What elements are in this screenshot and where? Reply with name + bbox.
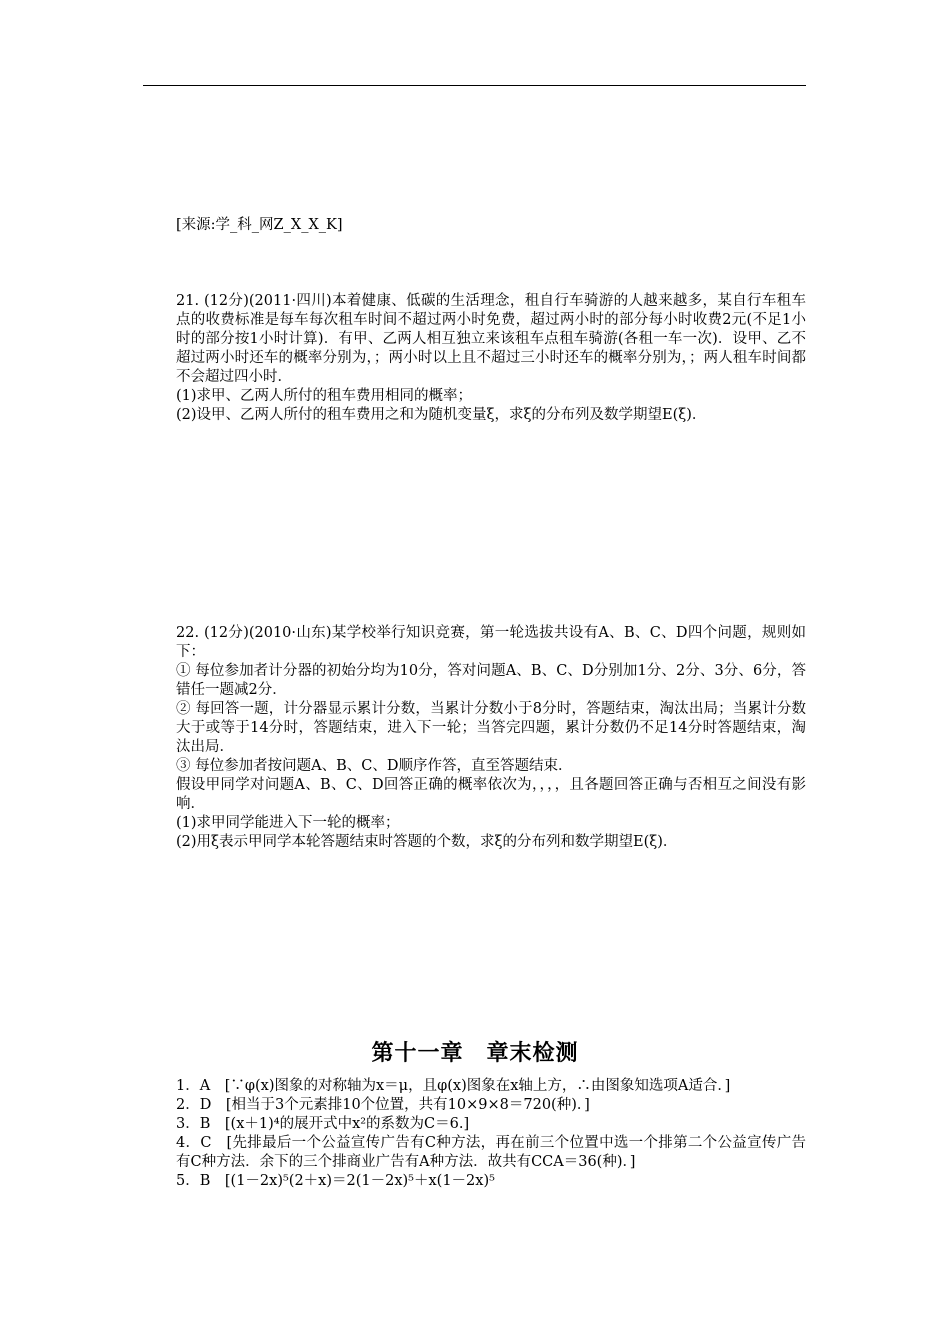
question-21-part-2: (2)设甲、乙两人所付的租车费用之和为随机变量ξ，求ξ的分布列及数学期望E(ξ)． (176, 407, 707, 423)
question-22-part-1: (1)求甲同学能进入下一轮的概率； (176, 815, 400, 831)
answer-item: 1．A [∵φ(x)图象的对称轴为x＝μ，且φ(x)图象在x轴上方，∴由图象知选项A适合．] (176, 1078, 731, 1094)
question-22-text: 22. (12分)(2010·山东)某学校举行知识竞赛，第一轮选拔共设有A、B、C、D四个问题，规则如下： (176, 625, 806, 660)
question-22-rule-1: ① 每位参加者计分器的初始分均为10分，答对问题A、B、C、D分别加1分、2分、3分、6分，答错任一题减2分． (176, 663, 806, 698)
question-22-rule-3: ③ 每位参加者按问题A、B、C、D顺序作答，直至答题结束． (176, 758, 573, 774)
answer-item: 4．C [先排最后一个公益宣传广告有C种方法，再在前三个位置中选一个排第二个公益宣传广告有C种方法．余下的三个排商业广告有A种方法．故共有CCA＝36(种)．] (176, 1135, 806, 1170)
question-21-text: 21. (12分)(2011·四川)本着健康、低碳的生活理念，租自行车骑游的人越来越多，某自行车租车点的收费标准是每车每次租车时间不超过两小时免费，超过两小时的部分每小时收费2元(不足1小时的部分按1小时计算)．有甲、乙两人相互独立来该租车点租车骑游(各租一车一次)．设甲、乙不超过两小时还车的概率分别为，；两小时以上且不超过三小时还车的概率分别为，；两人租车时间都不会超过四小时． (176, 293, 806, 385)
question-22-part-2: (2)用ξ表示甲同学本轮答题结束时答题的个数，求ξ的分布列和数学期望E(ξ)． (176, 834, 678, 850)
answer-list (144, 1077, 806, 1191)
question-22-rule-2: ② 每回答一题，计分器显示累计分数，当累计分数小于8分时，答题结束，淘汰出局；当累计分数大于或等于14分时，答题结束，进入下一轮；当答完四题，累计分数仍不足14分时答题结束，淘汰出局． (176, 701, 806, 755)
question-22 (144, 624, 806, 852)
question-21 (144, 292, 806, 425)
question-21-part-1: (1)求甲、乙两人所付的租车费用相同的概率； (176, 388, 473, 404)
question-22-assumption: 假设甲同学对问题A、B、C、D回答正确的概率依次为，，，，且各题回答正确与否相互之间没有影响． (176, 777, 806, 812)
source-note: [来源:学_科_网Z_X_X_K] (176, 217, 343, 233)
answer-item: 3．B [(x＋1)⁴的展开式中x²的系数为C＝6.] (176, 1116, 470, 1132)
answer-item: 5．B [(1－2x)⁵(2＋x)＝2(1－2x)⁵＋x(1－2x)⁵ (176, 1173, 495, 1189)
header-rule (143, 85, 806, 86)
answer-item: 2．D [相当于3个元素排10个位置，共有10×9×8＝720(种)．] (176, 1097, 590, 1113)
chapter-title: 第十一章 章末检测 (371, 1041, 579, 1066)
